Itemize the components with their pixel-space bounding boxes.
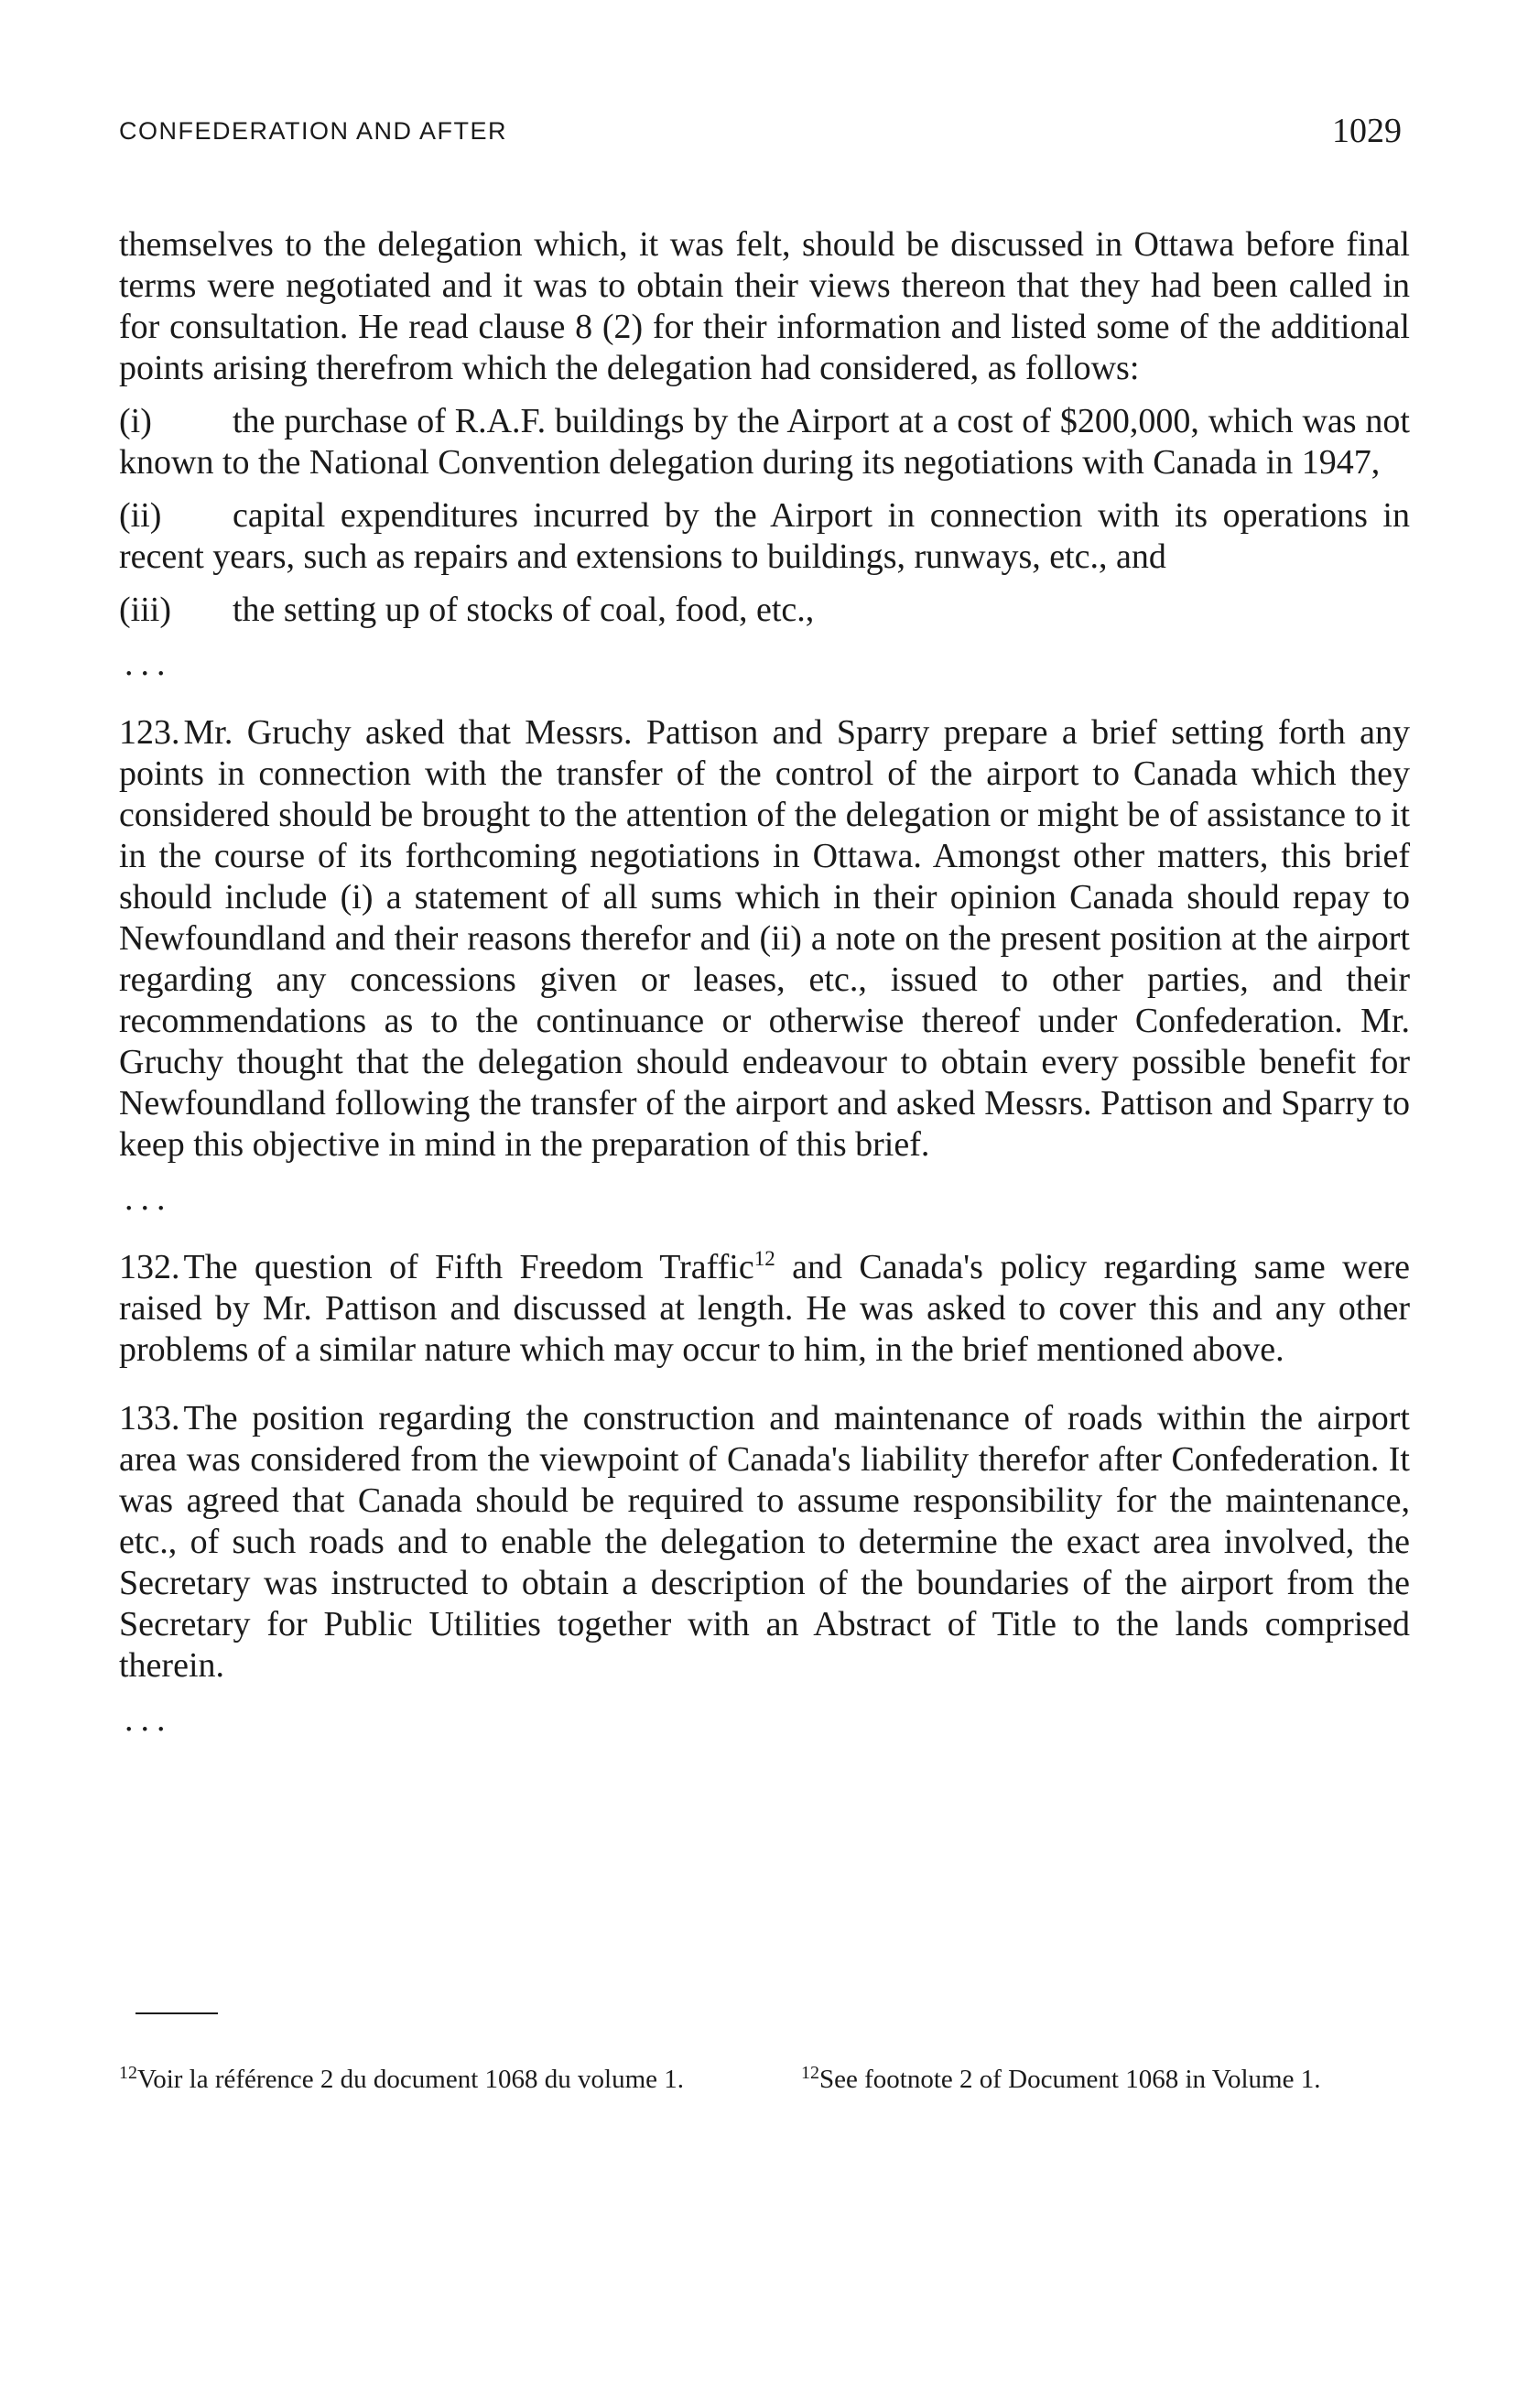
ellipsis: ... xyxy=(125,645,173,683)
body-text xyxy=(119,224,1410,1741)
footnote-mark: 12 xyxy=(801,2063,819,2083)
paragraph-text: The question of Fifth Freedom Traffic xyxy=(183,1248,754,1286)
list-item-ii xyxy=(119,495,1410,578)
paragraph-text: Mr. Gruchy asked that Messrs. Pattison and Sparry prepare a brief setting forth any points in connection with the transfer of the control of the airport to Canada which they considered should be brought to the attention of the delegation or might be of assistance to it in the course of its forthcoming negotiations in Ottawa. Amongst other matters, this brief should include (i) a statement of all sums which in their opinion Canada should repay to Newfoundland and their reasons therefor and (ii) a note on the present position at the airport regarding any concessions given or leases, etc., issued to other parties, and their recommendations as to the continuance or otherwise thereof under Confederation. Mr. Gruchy thought that the delegation should endeavour to obtain every possible benefit for Newfoundland following the transfer of the airport and asked Messrs. Pattison and Sparry to keep this objective in mind in the preparation of this brief. xyxy=(119,713,1410,1164)
list-marker: (iii) xyxy=(119,591,171,629)
paragraph-number: 132. xyxy=(119,1248,180,1286)
footnote-text: Voir la référence 2 du document 1068 du volume 1. xyxy=(137,2065,685,2094)
paragraph-number: 123. xyxy=(119,713,180,752)
paragraph-133 xyxy=(119,1398,1410,1687)
list-marker: (ii) xyxy=(119,496,162,535)
list-item-iii xyxy=(119,590,1410,631)
ellipsis: ... xyxy=(125,1179,173,1218)
running-head: CONFEDERATION AND AFTER xyxy=(119,117,508,145)
footnote-mark: 12 xyxy=(119,2063,137,2083)
footnote-divider xyxy=(135,2012,218,2014)
footnote-french xyxy=(119,2058,760,2100)
paragraph-text: The position regarding the construction and maintenance of roads within the airport area was considered from the viewpoint of Canada's liability therefor after Confederation. It was agreed that Canada should be required to assume responsibility for the maintenance, etc., of such roads and to enable the delegation to determine the exact area involved, the Secretary was instructed to obtain a description of the boundaries of the airport from the Secretary for Public Utilities together with an Abstract of Title to the lands comprised therein. xyxy=(119,1399,1410,1685)
paragraph-number: 133. xyxy=(119,1399,180,1437)
footnote-english xyxy=(801,2058,1424,2100)
paragraph-text: and Canada's policy regarding same were raised by Mr. Pattison and discussed at length. He was asked to cover this and any other problems of a similar nature which may occur to him, in the brief mentioned above. xyxy=(119,1248,1410,1369)
list-marker: (i) xyxy=(119,402,152,440)
paragraph-123 xyxy=(119,712,1410,1166)
list-item-i xyxy=(119,401,1410,483)
footnote-text: See footnote 2 of Document 1068 in Volume 1. xyxy=(819,2065,1321,2094)
list-item-text: the setting up of stocks of coal, food, etc., xyxy=(233,591,815,629)
page-number: 1029 xyxy=(1332,112,1402,150)
list-item-text: capital expenditures incurred by the Airport in connection with its operations in recent years, such as repairs and extensions to buildings, runways, etc., and xyxy=(119,496,1410,576)
paragraph-132 xyxy=(119,1247,1410,1371)
opening-paragraph: themselves to the delegation which, it was felt, should be discussed in Ottawa before final terms were negotiated and it was to obtain their views thereon that they had been called in for consultation. He read clause 8 (2) for their information and listed some of the additional points arising therefrom which the delegation had considered, as follows: xyxy=(119,225,1410,387)
footnote-reference[interactable]: 12 xyxy=(753,1247,775,1270)
ellipsis: ... xyxy=(125,1700,173,1739)
list-item-text: the purchase of R.A.F. buildings by the Airport at a cost of $200,000, which was not known to the National Convention delegation during its negotiations with Canada in 1947, xyxy=(119,402,1410,482)
